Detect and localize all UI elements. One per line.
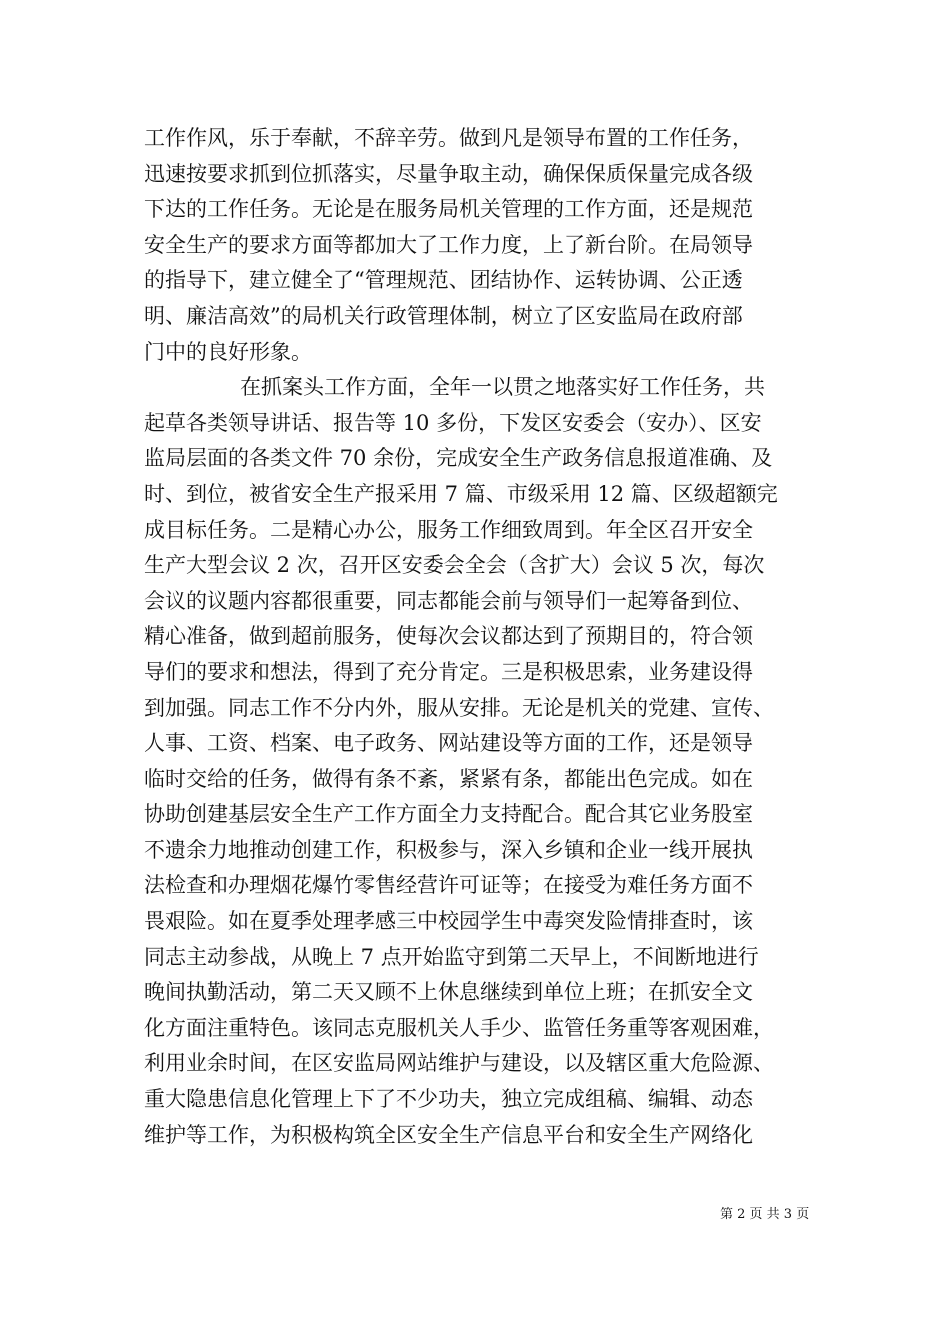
text-line: 导们的要求和想法，得到了充分肯定。三是积极思索，业务建设得 <box>144 659 753 684</box>
text-line: 晚间执勤活动，第二天又顾不上休息继续到单位上班；在抓安全文 <box>144 980 753 1005</box>
text-line: 法检查和办理烟花爆竹零售经营许可证等；在接受为难任务方面不 <box>144 873 753 898</box>
text-line: 在抓案头工作方面，全年一以贯之地落实好工作任务，共 <box>240 375 765 400</box>
text-line: 精心准备，做到超前服务，使每次会议都达到了预期目的，符合领 <box>144 624 753 649</box>
text-line: 成目标任务。二是精心办公，服务工作细致周到。年全区召开安全 <box>144 517 753 542</box>
text-line: 到加强。同志工作不分内外，服从安排。无论是机关的党建、宣传、 <box>144 695 774 720</box>
text-line: 会议的议题内容都很重要，同志都能会前与领导们一起筹备到位、 <box>144 588 753 613</box>
document-body <box>144 121 814 1153</box>
text-line: 监局层面的各类文件 70 余份，完成安全生产政务信息报道准确、及 <box>144 446 773 471</box>
text-line: 门中的良好形象。 <box>144 339 312 364</box>
text-line: 人事、工资、档案、电子政务、网站建设等方面的工作，还是领导 <box>144 731 753 756</box>
text-line: 生产大型会议 2 次，召开区安委会全会（含扩大）会议 5 次，每次 <box>144 553 765 578</box>
text-line: 维护等工作，为积极构筑全区安全生产信息平台和安全生产网络化 <box>144 1122 753 1147</box>
text-line: 工作作风，乐于奉献，不辞辛劳。做到凡是领导布置的工作任务， <box>144 126 753 150</box>
paragraph <box>144 121 814 370</box>
text-line: 协助创建基层安全生产工作方面全力支持配合。配合其它业务股室 <box>144 802 753 827</box>
text-line: 迅速按要求抓到位抓落实，尽量争取主动，确保保质保量完成各级 <box>144 161 753 186</box>
text-line: 明、廉洁高效”的局机关行政管理体制，树立了区安监局在政府部 <box>144 303 743 328</box>
text-line: 下达的工作任务。无论是在服务局机关管理的工作方面，还是规范 <box>144 197 753 222</box>
text-line: 不遗余力地推动创建工作，积极参与，深入乡镇和企业一线开展执 <box>144 837 753 862</box>
text-line: 的指导下，建立健全了“管理规范、团结协作、运转协调、公正透 <box>144 268 743 293</box>
text-line: 同志主动参战，从晚上 7 点开始监守到第二天早上，不间断地进行 <box>144 944 759 969</box>
text-line: 化方面注重特色。该同志克服机关人手少、监管任务重等客观困难， <box>144 1015 774 1040</box>
text-line: 畏艰险。如在夏季处理孝感三中校园学生中毒突发险情排查时，该 <box>144 909 753 934</box>
text-line: 起草各类领导讲话、报告等 10 多份，下发区安委会（安办）、区安 <box>144 410 762 435</box>
paragraph <box>144 370 814 1153</box>
text-line: 时、到位，被省安全生产报采用 7 篇、市级采用 12 篇、区级超额完 <box>144 481 778 506</box>
text-line: 安全生产的要求方面等都加大了工作力度，上了新台阶。在局领导 <box>144 232 753 257</box>
text-line: 重大隐患信息化管理上下了不少功夫，独立完成组稿、编辑、动态 <box>144 1087 753 1112</box>
text-line: 利用业余时间，在区安监局网站维护与建设，以及辖区重大危险源、 <box>144 1051 774 1076</box>
page-number-footer: 第 2 页 共 3 页 <box>720 1207 810 1222</box>
text-line: 临时交给的任务，做得有条不紊，紧紧有条，都能出色完成。如在 <box>144 766 753 791</box>
